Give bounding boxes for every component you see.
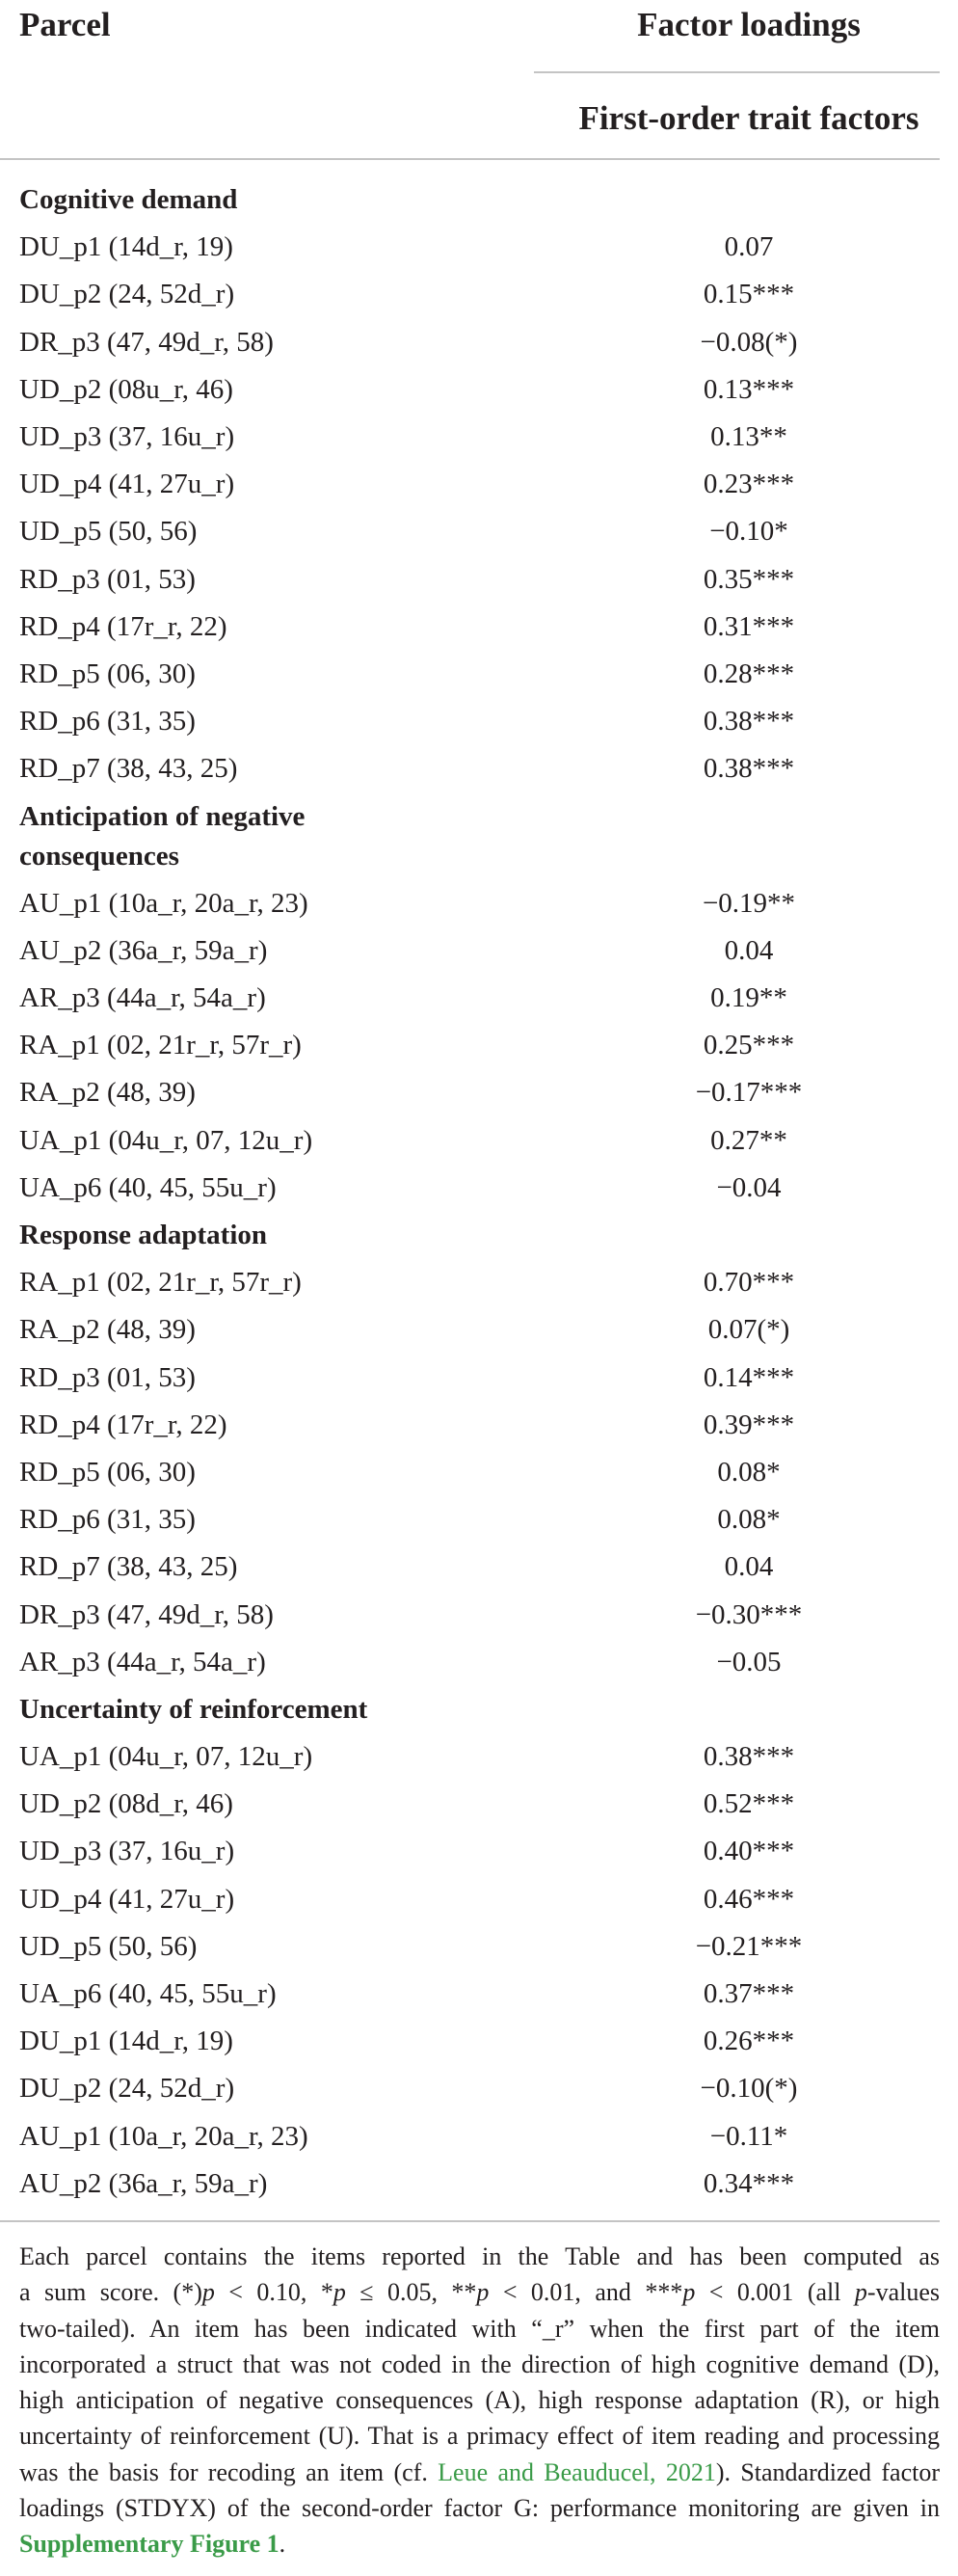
footnote-line [19,2455,940,2490]
italic-p: p [201,2278,215,2307]
loading-cell: 0.08* [717,1504,781,1536]
table-row [0,414,940,461]
italic-p: p [333,2278,346,2307]
parcel-cell: UD_p3 (37, 16u_r) [19,1836,235,1867]
supplementary-figure-link[interactable]: Supplementary Figure 1 [19,2530,279,2559]
table-body [0,176,940,2208]
table-row [0,1923,940,1971]
parcel-cell: RD_p5 (06, 30) [19,657,196,689]
section-title-cell [0,180,534,220]
parcel-cell: RD_p4 (17r_r, 22) [19,610,227,642]
section-title: Response adaptation [19,1220,268,1251]
table-row [0,1117,940,1165]
footnote-line [19,2526,940,2562]
loading-cell: −0.30*** [695,1598,803,1630]
parcel-cell: RA_p1 (02, 21r_r, 57r_r) [19,1030,302,1061]
table-footnote [19,2239,940,2563]
loading-cell: 0.40*** [703,1836,795,1867]
section-title-cell [0,1690,534,1730]
footnote-text: < 0.001 (all [695,2278,855,2307]
loading-cell: 0.23*** [703,469,795,500]
footnote-line [19,2239,940,2274]
table-row [0,1259,940,1306]
loading-cell: 0.07(*) [707,1314,790,1346]
table-row [0,1733,940,1781]
footnote-text: Each parcel contains the items reported in the Table and has been computed as [19,2242,940,2270]
footnote-text: uncertainty of reinforcement (U). That is a primacy effect of item reading and processing [19,2422,940,2451]
parcel-cell: UD_p4 (41, 27u_r) [19,469,235,500]
loading-cell: 0.37*** [703,1978,795,2010]
parcel-cell: UA_p1 (04u_r, 07, 12u_r) [19,1741,313,1773]
parcel-cell: RD_p6 (31, 35) [19,1504,196,1536]
loading-cell: 0.34*** [703,2167,795,2199]
loading-cell: −0.11* [709,2120,788,2152]
footnote-text: was the basis for recoding an item (cf. [19,2457,439,2486]
parcel-cell: AU_p2 (36a_r, 59a_r) [19,934,268,966]
footnote-text: < 0.01, and *** [489,2278,683,2307]
table-row [0,1543,940,1591]
loading-cell: 0.26*** [703,2026,795,2057]
loading-cell: 0.38*** [703,1741,795,1773]
table-row [0,1639,940,1686]
table-row [0,1591,940,1638]
parcel-cell: UA_p1 (04u_r, 07, 12u_r) [19,1124,313,1156]
table-row [0,1781,940,1828]
table-row [0,880,940,927]
table-row [0,461,940,508]
table-top-rule [0,158,940,160]
section-title: Anticipation of negative consequences [19,800,306,872]
table-row [0,1022,940,1069]
parcel-cell: RD_p5 (06, 30) [19,1456,196,1488]
parcel-cell: UD_p2 (08d_r, 46) [19,1788,233,1820]
loading-cell: 0.07 [724,231,774,263]
parcel-cell: AU_p2 (36a_r, 59a_r) [19,2167,268,2199]
table-row [0,651,940,698]
column-subheader-first-order: First-order trait factors [578,99,919,137]
loading-cell: 0.38*** [703,753,795,785]
section-title: Cognitive demand [19,184,238,216]
table-row [0,1165,940,1212]
loading-cell: 0.46*** [703,1883,795,1915]
loading-cell: 0.14*** [703,1361,795,1393]
table-row [0,2018,940,2065]
footnote-line [19,2418,940,2454]
footnote-text: ). Standardized factor [715,2457,940,2486]
italic-p: p [854,2278,867,2307]
loading-cell: 0.13*** [703,373,795,405]
header-rule [534,71,940,73]
table-row [0,1306,940,1354]
table-row [0,556,940,604]
parcel-cell: RD_p7 (38, 43, 25) [19,753,238,785]
footnote-text: . [279,2530,286,2559]
parcel-cell: AU_p1 (10a_r, 20a_r, 23) [19,887,308,919]
section-header-row [0,1212,940,1259]
parcel-cell: RD_p4 (17r_r, 22) [19,1409,227,1440]
loading-cell: 0.31*** [703,610,795,642]
loading-cell: −0.04 [716,1171,782,1203]
table-row [0,604,940,651]
loading-cell: 0.70*** [703,1267,795,1299]
table-row [0,2160,940,2208]
loading-cell: 0.04 [724,934,774,966]
table-row [0,1402,940,1449]
loading-cell: 0.13** [710,421,787,453]
loading-cell: 0.39*** [703,1409,795,1440]
table-row [0,1355,940,1402]
table-row [0,1971,940,2018]
parcel-cell: DU_p1 (14d_r, 19) [19,231,233,263]
parcel-cell: UD_p3 (37, 16u_r) [19,421,235,453]
citation-link-leue-beauducel[interactable]: Leue and Beauducel, 2021 [438,2457,716,2486]
parcel-cell: UA_p6 (40, 45, 55u_r) [19,1978,277,2010]
loading-cell: 0.08* [717,1456,781,1488]
table-row [0,698,940,745]
parcel-cell: UD_p2 (08u_r, 46) [19,373,233,405]
table-row [0,927,940,975]
table-row [0,1496,940,1543]
loading-cell: −0.21*** [695,1930,803,1962]
parcel-cell: RA_p2 (48, 39) [19,1077,196,1109]
loading-cell: −0.17*** [695,1077,803,1109]
loading-cell: −0.05 [716,1646,782,1677]
footnote-text: loadings (STDYX) of the second-order factor G: performance monitoring are given in [19,2494,940,2523]
section-header-row [0,792,940,879]
section-header-row [0,176,940,224]
parcel-cell: DR_p3 (47, 49d_r, 58) [19,326,274,358]
column-header-parcel: Parcel [19,6,111,43]
footnote-text: a sum score. (*) [19,2278,202,2307]
table-row [0,271,940,318]
footnote-text: incorporated a struct that was not coded in the direction of high cognitive demand (D), [19,2349,940,2378]
loading-cell: −0.08(*) [700,326,798,358]
footnote-line [19,2490,940,2526]
table-row [0,2113,940,2160]
footnote-line [19,2347,940,2382]
loading-cell: 0.38*** [703,706,795,738]
parcel-cell: AU_p1 (10a_r, 20a_r, 23) [19,2120,308,2152]
table-row [0,224,940,271]
parcel-cell: UD_p5 (50, 56) [19,1930,198,1962]
parcel-cell: DU_p2 (24, 52d_r) [19,2073,235,2105]
footnote-line [19,2274,940,2310]
italic-p: p [476,2278,490,2307]
footnote-line [19,2311,940,2347]
loading-cell: −0.10* [709,516,788,548]
parcel-cell: RD_p6 (31, 35) [19,706,196,738]
table-row [0,366,940,414]
parcel-cell: UD_p4 (41, 27u_r) [19,1883,235,1915]
parcel-cell: DU_p1 (14d_r, 19) [19,2026,233,2057]
footnote-text: < 0.10, * [214,2278,333,2307]
section-title-cell [0,797,534,876]
footnote-line [19,2382,940,2418]
table-row [0,2065,940,2112]
parcel-cell: DU_p2 (24, 52d_r) [19,279,235,310]
italic-p: p [682,2278,696,2307]
parcel-cell: UD_p5 (50, 56) [19,516,198,548]
footnote-text: two-tailed). An item has been indicated with “_r” when the first part of the item [19,2314,940,2343]
column-header-factor-loadings: Factor loadings [637,6,861,43]
loading-cell: 0.28*** [703,657,795,689]
parcel-cell: UA_p6 (40, 45, 55u_r) [19,1171,277,1203]
table-row [0,745,940,792]
table-bottom-rule [0,2220,940,2222]
footnote-text: -values [866,2278,940,2307]
parcel-cell: RD_p7 (38, 43, 25) [19,1551,238,1583]
parcel-cell: RA_p1 (02, 21r_r, 57r_r) [19,1267,302,1299]
table-row [0,1449,940,1496]
loading-cell: −0.10(*) [700,2073,798,2105]
parcel-cell: DR_p3 (47, 49d_r, 58) [19,1598,274,1630]
section-header-row [0,1686,940,1733]
parcel-cell: RD_p3 (01, 53) [19,1361,196,1393]
parcel-cell: RD_p3 (01, 53) [19,563,196,595]
loading-cell: 0.15*** [703,279,795,310]
section-title-cell [0,1216,534,1255]
footnote-text: high anticipation of negative consequences (A), high response adaptation (R), or high [19,2386,940,2415]
parcel-cell: AR_p3 (44a_r, 54a_r) [19,1646,266,1677]
table-row [0,508,940,555]
loading-cell: −0.19** [702,887,796,919]
parcel-cell: RA_p2 (48, 39) [19,1314,196,1346]
loading-cell: 0.04 [724,1551,774,1583]
table-row [0,1069,940,1116]
table-row [0,1876,940,1923]
loading-cell: 0.52*** [703,1788,795,1820]
loading-cell: 0.27** [710,1124,787,1156]
parcel-cell: AR_p3 (44a_r, 54a_r) [19,982,266,1014]
loading-cell: 0.19** [710,982,787,1014]
loading-cell: 0.35*** [703,563,795,595]
footnote-text: ≤ 0.05, ** [345,2278,477,2307]
table-row [0,319,940,366]
table-row [0,1828,940,1875]
section-title: Uncertainty of reinforcement [19,1693,368,1725]
table-row [0,975,940,1022]
loading-cell: 0.25*** [703,1030,795,1061]
